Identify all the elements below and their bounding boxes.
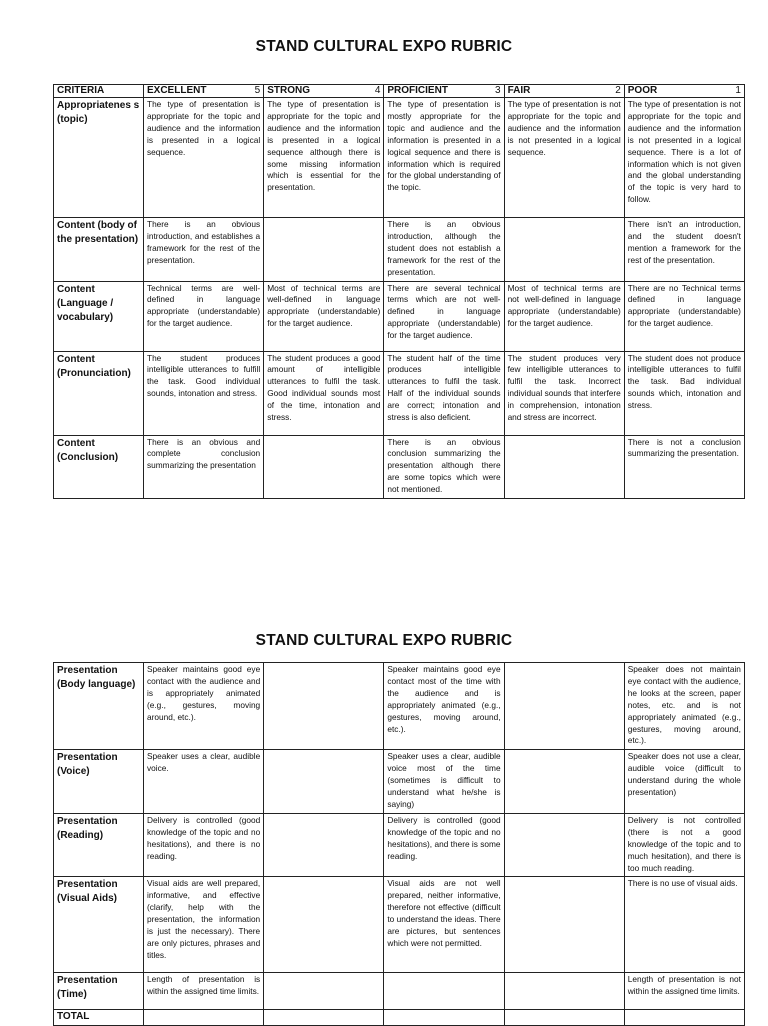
level-score: 1 — [735, 85, 741, 96]
descriptor-cell: There is not a conclusion summarizing the presentation. — [624, 435, 744, 499]
table-row — [54, 813, 745, 877]
level-header-fair — [504, 85, 624, 98]
descriptor-cell — [264, 877, 384, 973]
criterion-label: Presentation (Body language) — [54, 663, 144, 750]
descriptor-cell: Speaker uses a clear, audible voice. — [144, 750, 264, 814]
criterion-label: Content (Conclusion) — [54, 435, 144, 499]
level-name: STRONG — [267, 85, 310, 96]
descriptor-cell: Length of presentation is not within the assigned time limits. — [624, 973, 744, 1010]
level-name: POOR — [627, 85, 658, 96]
descriptor-cell: There is an obvious introduction, and establishes a framework for the rest of the presentation. — [144, 218, 264, 282]
descriptor-cell: Speaker maintains good eye contact most of the time with the audience and is appropriately animated (e.g., gestures, moving around, etc.). — [384, 663, 504, 750]
descriptor-cell: The student produces a good amount of intelligible utterances to fulfil the task. Good individual sounds most of the time, intonation and stress. — [264, 351, 384, 435]
descriptor-cell: There is an obvious and complete conclusion summarizing the presentation — [144, 435, 264, 499]
rubric-title: STAND CULTURAL EXPO RUBRIC — [255, 38, 513, 55]
descriptor-cell: Speaker maintains good eye contact with the audience and is appropriately animated (e.g., gestures, moving around, etc.). — [144, 663, 264, 750]
table-row — [54, 663, 745, 750]
descriptor-cell — [264, 813, 384, 877]
descriptor-cell: Most of technical terms are well-defined in language appropriate (understandable) for the target audience. — [264, 281, 384, 351]
criterion-label: Content (Pronunciation) — [54, 351, 144, 435]
descriptor-cell: The type of presentation is not appropriate for the topic and audience and the information is not presented in a logical sequence. There is a lot of information which is not given and the global understanding of the topic is very hard to follow. — [624, 98, 744, 218]
table-row — [54, 98, 745, 218]
rubric-table-presentation — [53, 662, 745, 1026]
table-row — [54, 750, 745, 814]
descriptor-cell — [384, 973, 504, 1010]
descriptor-cell — [264, 435, 384, 499]
descriptor-cell: Speaker does not use a clear, audible voice (difficult to understand during the whole presentation) — [624, 750, 744, 814]
criterion-label: Content (Language / vocabulary) — [54, 281, 144, 351]
descriptor-cell: There is an obvious introduction, although the student does not establish a framework for the rest of the presentation. — [384, 218, 504, 282]
descriptor-cell — [504, 973, 624, 1010]
level-header-proficient — [384, 85, 504, 98]
descriptor-cell — [264, 218, 384, 282]
descriptor-cell: The student produces very few intelligible utterances to fulfil the task. Incorrect individual sounds that interfere in comprehension, intonation and stress are incorrect. — [504, 351, 624, 435]
descriptor-cell: Visual aids are not well prepared, neither informative, therefore not effective (difficult to understand the ideas. There are pictures, but sentences which were not permitted. — [384, 877, 504, 973]
table-row — [54, 973, 745, 1010]
criterion-label: Appropriatenes s (topic) — [54, 98, 144, 218]
descriptor-cell: Delivery is controlled (good knowledge of the topic and no hesitations), and there is some reading. — [384, 813, 504, 877]
total-label: TOTAL — [54, 1010, 144, 1026]
table-row — [54, 351, 745, 435]
table-row — [54, 435, 745, 499]
descriptor-cell: Delivery is controlled (good knowledge of the topic and no hesitations), and there is no reading. — [144, 813, 264, 877]
descriptor-cell: There isn't an introduction, and the student doesn't mention a framework for the rest of the presentation. — [624, 218, 744, 282]
level-name: FAIR — [507, 85, 531, 96]
table-row — [54, 877, 745, 973]
descriptor-cell: The student does not produce intelligible utterances to fulfil the task. Bad individual sounds which, intonation and stress. — [624, 351, 744, 435]
descriptor-cell: Speaker uses a clear, audible voice most of the time (sometimes is difficult to understand what he/she is saying) — [384, 750, 504, 814]
descriptor-cell — [264, 750, 384, 814]
table-row — [54, 281, 745, 351]
level-score: 3 — [495, 85, 501, 96]
header-row — [54, 85, 745, 98]
criterion-label: Presentation (Visual Aids) — [54, 877, 144, 973]
descriptor-cell: Most of technical terms are not well-defined in language appropriate (understandable) for the target audience. — [504, 281, 624, 351]
descriptor-cell — [504, 750, 624, 814]
descriptor-cell: The type of presentation is mostly appropriate for the topic and audience and the information is presented in a logical sequence and there is information which is required for the global understanding of the topic. — [384, 98, 504, 218]
descriptor-cell: There are several technical terms which are not well-defined in language appropriate (understandable) for the target audience. — [384, 281, 504, 351]
descriptor-cell: Visual aids are well prepared, informative, and effective (clarify, help with the presentation, the information is just the necessary). There are only pictures, phrases and titles. — [144, 877, 264, 973]
descriptor-cell: There are no Technical terms defined in language appropriate (understandable) for the target audience. — [624, 281, 744, 351]
level-name: PROFICIENT — [387, 85, 448, 96]
descriptor-cell: Delivery is not controlled (there is not a good knowledge of the topic and to much hesitation), and there is too much reading. — [624, 813, 744, 877]
descriptor-cell — [504, 663, 624, 750]
descriptor-cell: The student produces intelligible utterances to fulfill the task. Good individual sounds, intonation and stress. — [144, 351, 264, 435]
descriptor-cell — [264, 973, 384, 1010]
rubric-table-content — [53, 84, 745, 499]
table-row — [54, 218, 745, 282]
criterion-label: Presentation (Reading) — [54, 813, 144, 877]
descriptor-cell: Speaker does not maintain eye contact with the audience, he looks at the screen, paper notes, etc. and is not appropriately animated (e.g., gestures, moving around, etc.). — [624, 663, 744, 750]
criterion-label: Presentation (Time) — [54, 973, 144, 1010]
rubric-title: STAND CULTURAL EXPO RUBRIC — [255, 632, 513, 649]
descriptor-cell — [264, 663, 384, 750]
descriptor-cell: The student half of the time produces intelligible utterances to fulfil the task. Half of the individual sounds are correct; intonation and stress is also deficient. — [384, 351, 504, 435]
descriptor-cell — [504, 218, 624, 282]
level-score: 2 — [615, 85, 621, 96]
level-header-strong — [264, 85, 384, 98]
level-header-excellent — [144, 85, 264, 98]
criterion-label: Presentation (Voice) — [54, 750, 144, 814]
criteria-header: CRITERIA — [54, 85, 144, 98]
level-score: 4 — [374, 85, 381, 96]
descriptor-cell: The type of presentation is not appropriate for the topic and audience and the information is not presented in a logical sequence. — [504, 98, 624, 218]
descriptor-cell — [504, 813, 624, 877]
level-score: 5 — [254, 85, 261, 96]
descriptor-cell: The type of presentation is appropriate for the topic and audience and the information is presented in a logical sequence. — [144, 98, 264, 218]
level-name: EXCELLENT — [147, 85, 207, 96]
criterion-label: Content (body of the presentation) — [54, 218, 144, 282]
descriptor-cell — [504, 435, 624, 499]
descriptor-cell: Technical terms are well-defined in language appropriate (understandable) for the target audience. — [144, 281, 264, 351]
level-header-poor — [624, 85, 744, 98]
descriptor-cell: Length of presentation is within the assigned time limits. — [144, 973, 264, 1010]
descriptor-cell: The type of presentation is appropriate for the topic and audience and the information is presented in a logical sequence although there is some missing information which is essential for the presentation. — [264, 98, 384, 218]
descriptor-cell — [504, 877, 624, 973]
descriptor-cell: There is no use of visual aids. — [624, 877, 744, 973]
descriptor-cell: There is an obvious conclusion summarizing the presentation although there are some topics which were not mentioned. — [384, 435, 504, 499]
